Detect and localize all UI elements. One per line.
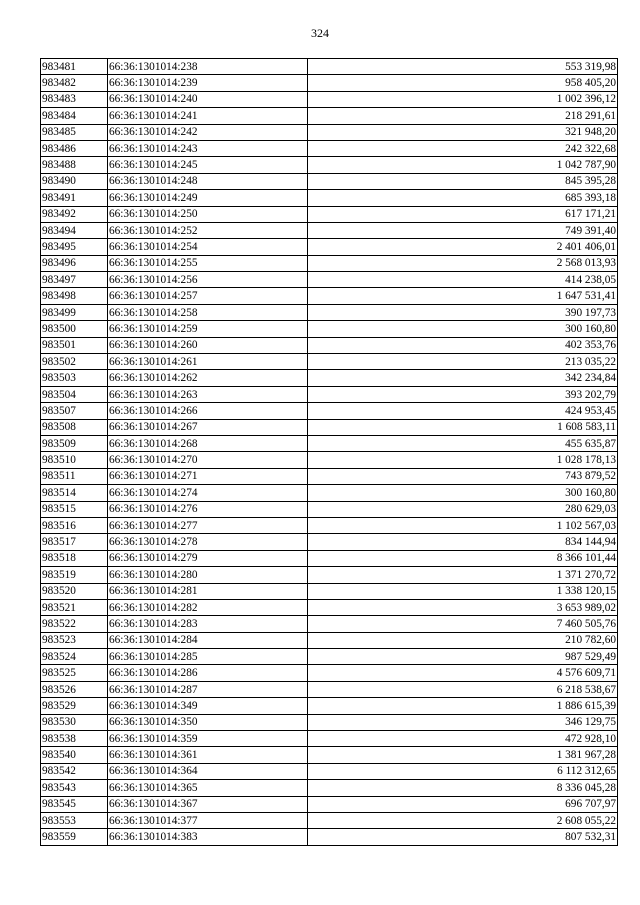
row-id-cell: 983481: [41, 59, 108, 75]
table-row: [41, 829, 618, 845]
row-id-cell: 983523: [41, 632, 108, 648]
cadastral-number-cell: 66:36:1301014:365: [108, 780, 308, 796]
cadastral-value-cell: 2 568 013,93: [308, 255, 618, 271]
cadastral-value-cell: 1 002 396,12: [308, 91, 618, 107]
table-row: [41, 550, 618, 566]
table-row: [41, 780, 618, 796]
row-id-cell: 983497: [41, 272, 108, 288]
row-id-cell: 983543: [41, 780, 108, 796]
row-id-cell: 983514: [41, 485, 108, 501]
table-row: [41, 157, 618, 173]
table-row: [41, 517, 618, 533]
cadastral-value-cell: 3 653 989,02: [308, 599, 618, 615]
cadastral-value-cell: 1 028 178,13: [308, 452, 618, 468]
table-row: [41, 140, 618, 156]
table-row: [41, 386, 618, 402]
table-row: [41, 534, 618, 550]
cadastral-number-cell: 66:36:1301014:350: [108, 714, 308, 730]
row-id-cell: 983491: [41, 190, 108, 206]
cadastral-number-cell: 66:36:1301014:266: [108, 403, 308, 419]
row-id-cell: 983492: [41, 206, 108, 222]
cadastral-value-cell: 321 948,20: [308, 124, 618, 140]
cadastral-number-cell: 66:36:1301014:274: [108, 485, 308, 501]
table-row: [41, 567, 618, 583]
cadastral-value-cell: 4 576 609,71: [308, 665, 618, 681]
row-id-cell: 983520: [41, 583, 108, 599]
cadastral-value-cell: 987 529,49: [308, 649, 618, 665]
table-row: [41, 354, 618, 370]
cadastral-number-cell: 66:36:1301014:278: [108, 534, 308, 550]
cadastral-number-cell: 66:36:1301014:280: [108, 567, 308, 583]
row-id-cell: 983494: [41, 222, 108, 238]
cadastral-number-cell: 66:36:1301014:249: [108, 190, 308, 206]
cadastral-number-cell: 66:36:1301014:287: [108, 681, 308, 697]
cadastral-number-cell: 66:36:1301014:262: [108, 370, 308, 386]
cadastral-number-cell: 66:36:1301014:277: [108, 517, 308, 533]
cadastral-value-cell: 553 319,98: [308, 59, 618, 75]
cadastral-number-cell: 66:36:1301014:284: [108, 632, 308, 648]
row-id-cell: 983500: [41, 321, 108, 337]
cadastral-number-cell: 66:36:1301014:240: [108, 91, 308, 107]
cadastral-value-cell: 300 160,80: [308, 321, 618, 337]
cadastral-number-cell: 66:36:1301014:268: [108, 435, 308, 451]
cadastral-value-cell: 1 381 967,28: [308, 747, 618, 763]
table-row: [41, 435, 618, 451]
cadastral-number-cell: 66:36:1301014:283: [108, 616, 308, 632]
cadastral-number-cell: 66:36:1301014:239: [108, 75, 308, 91]
row-id-cell: 983498: [41, 288, 108, 304]
cadastral-value-cell: 845 395,28: [308, 173, 618, 189]
table-row: [41, 665, 618, 681]
page-number: 324: [311, 26, 329, 40]
table-row: [41, 698, 618, 714]
table-row: [41, 419, 618, 435]
table-row: [41, 403, 618, 419]
table-row: [41, 468, 618, 484]
cadastral-value-cell: 414 238,05: [308, 272, 618, 288]
table-row: [41, 452, 618, 468]
cadastral-number-cell: 66:36:1301014:245: [108, 157, 308, 173]
table-row: [41, 337, 618, 353]
cadastral-value-cell: 743 879,52: [308, 468, 618, 484]
cadastral-number-cell: 66:36:1301014:377: [108, 812, 308, 828]
cadastral-number-cell: 66:36:1301014:243: [108, 140, 308, 156]
table-row: [41, 796, 618, 812]
row-id-cell: 983530: [41, 714, 108, 730]
row-id-cell: 983517: [41, 534, 108, 550]
cadastral-number-cell: 66:36:1301014:270: [108, 452, 308, 468]
table-row: [41, 649, 618, 665]
table-row: [41, 616, 618, 632]
cadastral-number-cell: 66:36:1301014:238: [108, 59, 308, 75]
table-row: [41, 681, 618, 697]
cadastral-number-cell: 66:36:1301014:248: [108, 173, 308, 189]
row-id-cell: 983519: [41, 567, 108, 583]
cadastral-value-cell: 1 338 120,15: [308, 583, 618, 599]
table-row: [41, 632, 618, 648]
row-id-cell: 983490: [41, 173, 108, 189]
cadastral-number-cell: 66:36:1301014:259: [108, 321, 308, 337]
table-row: [41, 91, 618, 107]
row-id-cell: 983508: [41, 419, 108, 435]
row-id-cell: 983488: [41, 157, 108, 173]
row-id-cell: 983486: [41, 140, 108, 156]
row-id-cell: 983524: [41, 649, 108, 665]
cadastral-number-cell: 66:36:1301014:256: [108, 272, 308, 288]
table-row: [41, 763, 618, 779]
cadastral-value-cell: 455 635,87: [308, 435, 618, 451]
cadastral-number-cell: 66:36:1301014:361: [108, 747, 308, 763]
row-id-cell: 983502: [41, 354, 108, 370]
cadastral-number-cell: 66:36:1301014:267: [108, 419, 308, 435]
table-row: [41, 747, 618, 763]
row-id-cell: 983501: [41, 337, 108, 353]
table-row: [41, 485, 618, 501]
cadastral-value-cell: 6 218 538,67: [308, 681, 618, 697]
row-id-cell: 983499: [41, 304, 108, 320]
table-row: [41, 59, 618, 75]
row-id-cell: 983542: [41, 763, 108, 779]
row-id-cell: 983540: [41, 747, 108, 763]
cadastral-value-cell: 300 160,80: [308, 485, 618, 501]
row-id-cell: 983525: [41, 665, 108, 681]
cadastral-number-cell: 66:36:1301014:276: [108, 501, 308, 517]
row-id-cell: 983515: [41, 501, 108, 517]
table-row: [41, 272, 618, 288]
cadastral-value-cell: 749 391,40: [308, 222, 618, 238]
row-id-cell: 983503: [41, 370, 108, 386]
row-id-cell: 983545: [41, 796, 108, 812]
cadastral-value-cell: 242 322,68: [308, 140, 618, 156]
table-row: [41, 599, 618, 615]
table-row: [41, 812, 618, 828]
cadastral-value-cell: 1 042 787,90: [308, 157, 618, 173]
row-id-cell: 983522: [41, 616, 108, 632]
cadastral-value-cell: 424 953,45: [308, 403, 618, 419]
cadastral-value-cell: 1 371 270,72: [308, 567, 618, 583]
cadastral-value-cell: 958 405,20: [308, 75, 618, 91]
cadastral-value-cell: 807 532,31: [308, 829, 618, 845]
cadastral-number-cell: 66:36:1301014:367: [108, 796, 308, 812]
cadastral-value-cell: 2 608 055,22: [308, 812, 618, 828]
cadastral-value-cell: 2 401 406,01: [308, 239, 618, 255]
cadastral-value-cell: 393 202,79: [308, 386, 618, 402]
row-id-cell: 983516: [41, 517, 108, 533]
row-id-cell: 983495: [41, 239, 108, 255]
cadastral-value-cell: 390 197,73: [308, 304, 618, 320]
row-id-cell: 983538: [41, 731, 108, 747]
cadastral-number-cell: 66:36:1301014:285: [108, 649, 308, 665]
cadastral-number-cell: 66:36:1301014:383: [108, 829, 308, 845]
row-id-cell: 983482: [41, 75, 108, 91]
cadastral-number-cell: 66:36:1301014:255: [108, 255, 308, 271]
cadastral-number-cell: 66:36:1301014:359: [108, 731, 308, 747]
table-body: [41, 59, 618, 846]
cadastral-value-cell: 696 707,97: [308, 796, 618, 812]
table-row: [41, 124, 618, 140]
row-id-cell: 983509: [41, 435, 108, 451]
table-row: [41, 714, 618, 730]
cadastral-value-cell: 346 129,75: [308, 714, 618, 730]
row-id-cell: 983496: [41, 255, 108, 271]
cadastral-value-cell: 472 928,10: [308, 731, 618, 747]
table-row: [41, 108, 618, 124]
cadastral-number-cell: 66:36:1301014:242: [108, 124, 308, 140]
cadastral-number-cell: 66:36:1301014:250: [108, 206, 308, 222]
table-row: [41, 288, 618, 304]
cadastral-value-cell: 8 336 045,28: [308, 780, 618, 796]
cadastral-value-cell: 1 102 567,03: [308, 517, 618, 533]
row-id-cell: 983504: [41, 386, 108, 402]
cadastral-number-cell: 66:36:1301014:258: [108, 304, 308, 320]
table-row: [41, 190, 618, 206]
row-id-cell: 983518: [41, 550, 108, 566]
cadastral-number-cell: 66:36:1301014:271: [108, 468, 308, 484]
row-id-cell: 983526: [41, 681, 108, 697]
cadastral-value-cell: 280 629,03: [308, 501, 618, 517]
cadastral-value-cell: 218 291,61: [308, 108, 618, 124]
cadastral-value-cell: 1 886 615,39: [308, 698, 618, 714]
cadastral-value-cell: 1 647 531,41: [308, 288, 618, 304]
cadastral-number-cell: 66:36:1301014:261: [108, 354, 308, 370]
cadastral-number-cell: 66:36:1301014:260: [108, 337, 308, 353]
table-row: [41, 321, 618, 337]
table-row: [41, 731, 618, 747]
row-id-cell: 983511: [41, 468, 108, 484]
row-id-cell: 983484: [41, 108, 108, 124]
cadastral-number-cell: 66:36:1301014:252: [108, 222, 308, 238]
row-id-cell: 983507: [41, 403, 108, 419]
cadastral-value-cell: 402 353,76: [308, 337, 618, 353]
row-id-cell: 983559: [41, 829, 108, 845]
table-row: [41, 222, 618, 238]
row-id-cell: 983529: [41, 698, 108, 714]
table-row: [41, 304, 618, 320]
cadastral-value-table: [40, 58, 618, 846]
row-id-cell: 983510: [41, 452, 108, 468]
cadastral-number-cell: 66:36:1301014:364: [108, 763, 308, 779]
table-row: [41, 255, 618, 271]
cadastral-value-cell: 685 393,18: [308, 190, 618, 206]
row-id-cell: 983521: [41, 599, 108, 615]
row-id-cell: 983553: [41, 812, 108, 828]
table-row: [41, 501, 618, 517]
table-row: [41, 75, 618, 91]
cadastral-value-cell: 213 035,22: [308, 354, 618, 370]
cadastral-number-cell: 66:36:1301014:281: [108, 583, 308, 599]
cadastral-number-cell: 66:36:1301014:241: [108, 108, 308, 124]
cadastral-value-cell: 617 171,21: [308, 206, 618, 222]
row-id-cell: 983483: [41, 91, 108, 107]
cadastral-number-cell: 66:36:1301014:263: [108, 386, 308, 402]
cadastral-value-cell: 834 144,94: [308, 534, 618, 550]
cadastral-value-cell: 7 460 505,76: [308, 616, 618, 632]
row-id-cell: 983485: [41, 124, 108, 140]
cadastral-value-cell: 6 112 312,65: [308, 763, 618, 779]
cadastral-value-cell: 210 782,60: [308, 632, 618, 648]
table-row: [41, 583, 618, 599]
cadastral-number-cell: 66:36:1301014:349: [108, 698, 308, 714]
cadastral-number-cell: 66:36:1301014:257: [108, 288, 308, 304]
cadastral-value-cell: 8 366 101,44: [308, 550, 618, 566]
table-row: [41, 370, 618, 386]
table-row: [41, 239, 618, 255]
table-row: [41, 206, 618, 222]
cadastral-value-cell: 342 234,84: [308, 370, 618, 386]
cadastral-value-cell: 1 608 583,11: [308, 419, 618, 435]
cadastral-number-cell: 66:36:1301014:286: [108, 665, 308, 681]
cadastral-number-cell: 66:36:1301014:254: [108, 239, 308, 255]
cadastral-number-cell: 66:36:1301014:279: [108, 550, 308, 566]
table-row: [41, 173, 618, 189]
cadastral-number-cell: 66:36:1301014:282: [108, 599, 308, 615]
